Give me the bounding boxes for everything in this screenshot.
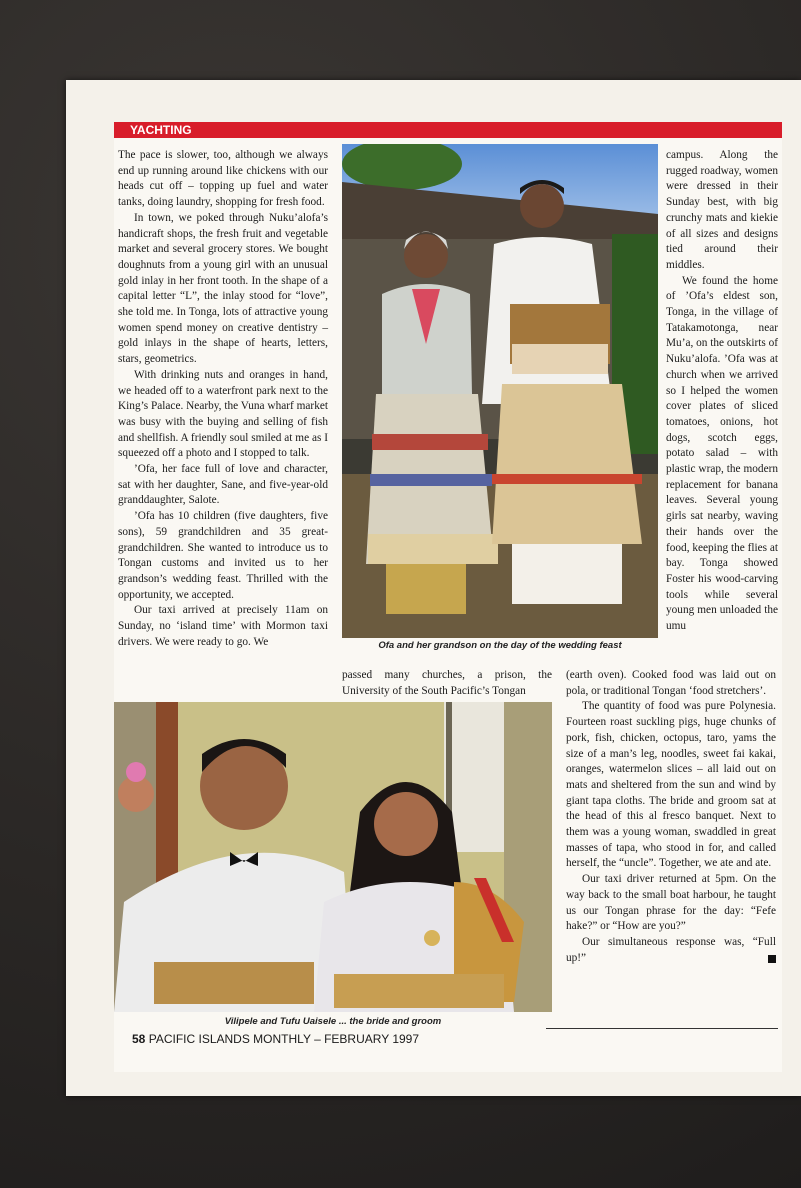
- paragraph: [566, 935, 776, 966]
- paragraph: The pace is slower, too, although we always end up running around like chickens with our heads cut off – topping up fuel and water tanks, doing laundry, shopping for fresh food.: [118, 149, 328, 209]
- footer-rule: [546, 1028, 778, 1029]
- page-footer: [132, 1032, 419, 1046]
- publication-line: PACIFIC ISLANDS MONTHLY – FEBRUARY 1997: [148, 1032, 420, 1046]
- article-column-3: [666, 148, 778, 635]
- paragraph: We found the home of ’Ofa’s eldest son, Tonga, in the village of Tatakamotonga, near Mu’a, on the outskirts of Nuku’alofa. ’Ofa was at church when we arrived so I helped the women cover plates of sliced tomatoes, onions, hot dogs, scotch eggs, potato salad – with plastic wrap, the modern replacement for banana leaves. Several young girls sat nearby, waving their hands over the food, keeping the flies at bay. Tonga showed Foster his wood-carving tools while several young men unloaded the umu: [666, 274, 779, 633]
- paragraph: In town, we poked through Nuku’alofa’s handicraft shops, the fresh fruit and vegetable market and several grocery stores. We bought doughnuts from a young girl with an unusual gold inlay in her front tooth. In the shape of a capital letter “L”, the inlay stood for “love”, she told me. In Tonga, lots of attractive young women spend money on creative dentistry – gold inlays in the shape of hearts, letters, stars, geometrics.: [118, 211, 328, 366]
- article-column-2: [342, 668, 552, 699]
- page-number: 58: [132, 1032, 146, 1046]
- paragraph: The quantity of food was pure Polynesia. Fourteen roast suckling pigs, huge chunks of pork, fish, chicken, octopus, taro, yams the size of a man’s leg, noodles, sweet fai kakai, oranges, watermelon slices – all laid out on mats and sheltered from the sun and wind by giant tapa cloths. The bride and groom sat at the head of this al fresco banquet. Next to them was a young woman, swaddled in great masses of tapa, who stood in for, and called herself, the “uncle”. Together, we ate and ate.: [566, 700, 776, 870]
- paragraph: Our taxi arrived at precisely 11am on Sunday, no ‘island time’ with Mormon taxi drivers. We were ready to go. We: [118, 604, 328, 648]
- paragraph: ’Ofa, her face full of love and character, sat with her daughter, Sane, and five-year-old granddaughter, Salote.: [118, 463, 328, 507]
- article-column-1: [118, 148, 328, 651]
- photo-bride-and-groom: [114, 702, 552, 1012]
- closing-line: Our simultaneous response was, “Full up!”: [566, 935, 776, 964]
- article-column-3-continued: [566, 668, 776, 966]
- photo-caption: Vilipele and Tufu Uaisele ... the bride and groom: [224, 1016, 442, 1027]
- paragraph: (earth oven). Cooked food was laid out on pola, or traditional Tongan ‘food stretchers’.: [566, 669, 776, 697]
- end-mark-icon: [768, 955, 776, 963]
- paragraph: With drinking nuts and oranges in hand, we headed off to a waterfront park next to the King’s Palace. Nearby, the Vuna wharf market was busy with the buying and selling of fish and shellfish. A friendly soul smiled at me as I squeezed off a photo and I stopped to talk.: [118, 368, 328, 460]
- paragraph: Our taxi driver returned at 5pm. On the way back to the small boat harbour, he taught us our Tongan phrase for the day: “Fefe hake?” or “How are you?”: [566, 873, 776, 933]
- magazine-page: [66, 80, 801, 1096]
- photo-ofa-and-grandson: [342, 144, 658, 638]
- paragraph: ’Ofa has 10 children (five daughters, five sons), 59 grandchildren and 35 great-grandchildren. She wanted to introduce us to Tongan customs and invited us to her grandson’s wedding feast. Thrilled with the opportunity, we accepted.: [118, 510, 328, 601]
- paragraph: passed many churches, a prison, the University of the South Pacific’s Tongan: [342, 669, 552, 697]
- section-title: YACHTING: [130, 123, 192, 137]
- photo-caption: Ofa and her grandson on the day of the wedding feast: [378, 640, 622, 651]
- paragraph: campus. Along the rugged roadway, women were dressed in their Sunday best, with big crunchy mats and kiekie of all sizes and designs tied around their middles.: [666, 149, 778, 271]
- page-content: [114, 122, 782, 1072]
- section-header-bar: [114, 122, 782, 138]
